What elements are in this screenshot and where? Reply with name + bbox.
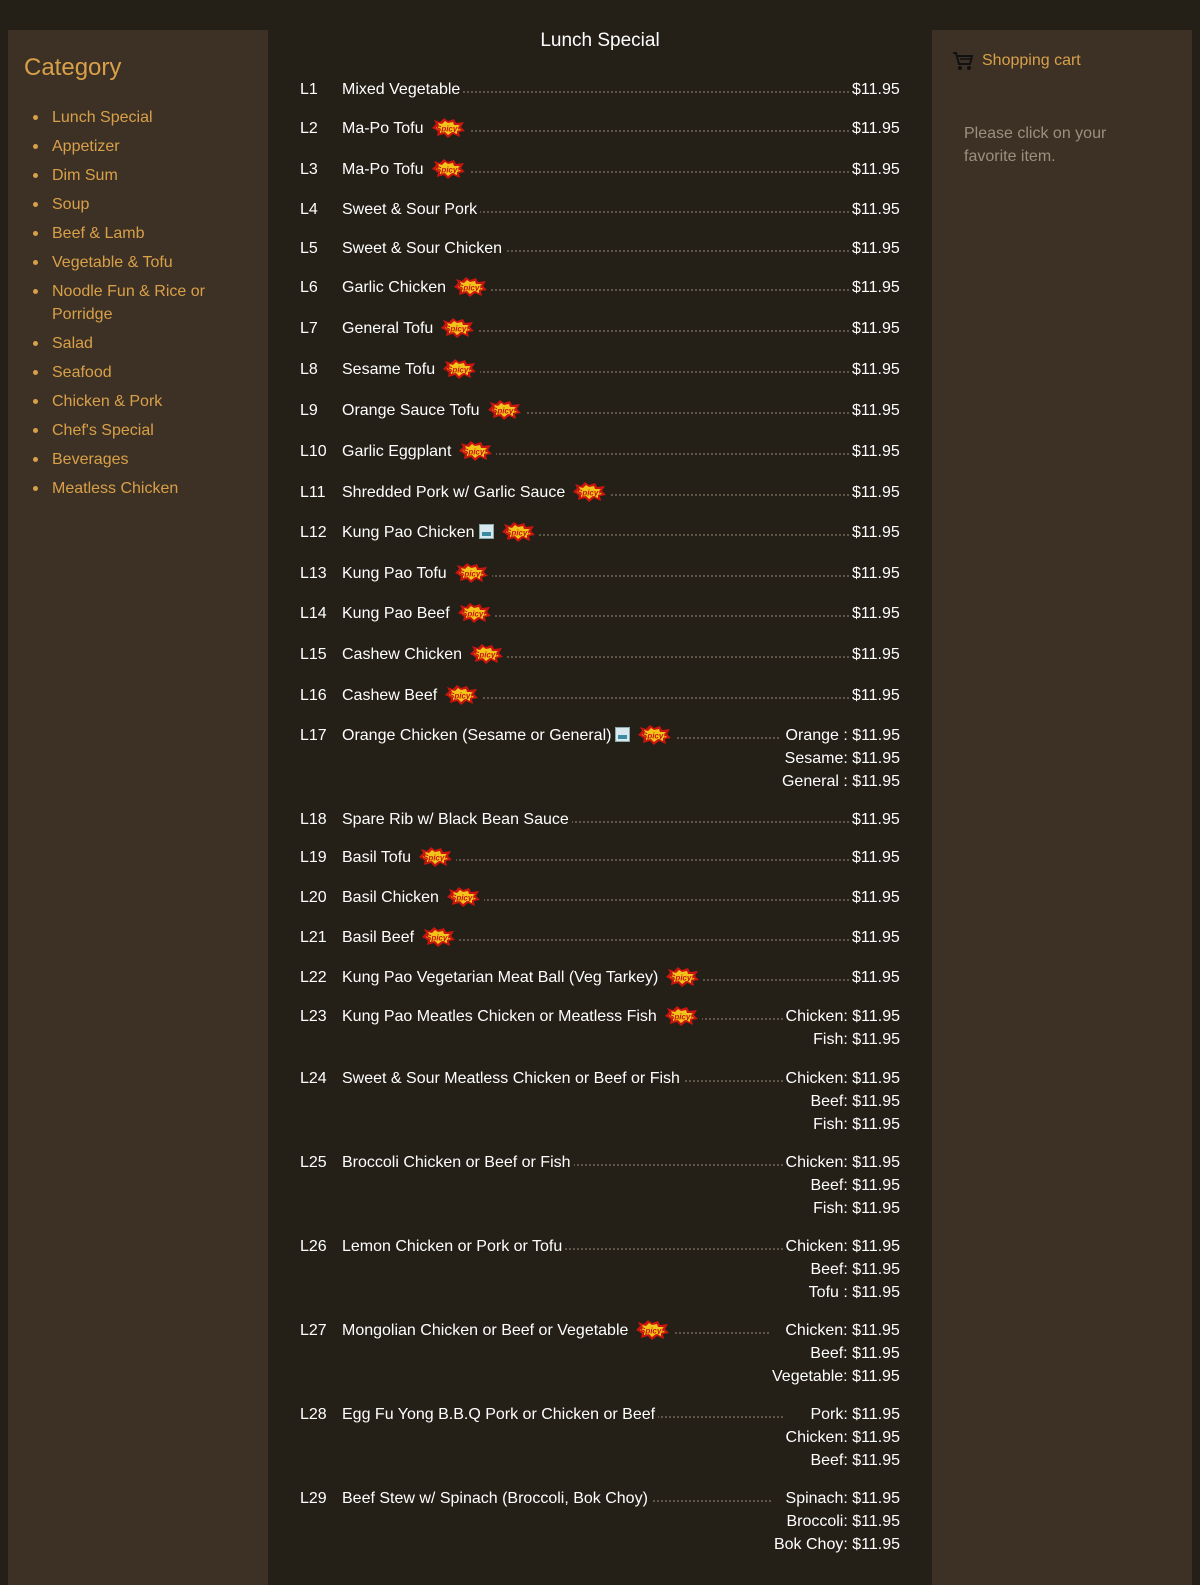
item-name[interactable]: Kung Pao Tofu [342,565,447,582]
spicy-icon [441,359,477,379]
spicy-label: Spicy! [642,731,667,741]
item-price: $11.95 [852,443,900,460]
category-item[interactable]: Meatless Chicken [52,477,268,500]
item-prices [769,1319,900,1388]
item-name[interactable]: Basil Tofu [342,849,412,866]
spicy-icon [663,1006,699,1026]
item-code: L3 [300,161,318,178]
top-bar [0,0,1200,30]
menu-item[interactable] [300,966,900,989]
spicy-label: Spicy! [435,165,460,175]
spicy-label: Spicy! [670,973,695,983]
spicy-icon [430,118,466,138]
menu-item[interactable] [300,1487,900,1556]
category-item[interactable]: Chef's Special [52,419,268,442]
spicy-icon [453,563,489,583]
item-code: L1 [300,81,318,98]
menu-item[interactable] [300,724,900,793]
item-name[interactable]: Ma-Po Tofu [342,161,424,178]
spicy-icon [571,482,607,502]
item-code: L27 [300,1322,327,1339]
item-price: Chicken: $11.95 [785,1238,900,1255]
item-name[interactable]: Egg Fu Yong B.B.Q Pork or Chicken or Beef [342,1406,656,1423]
menu-item[interactable] [300,1067,900,1136]
menu-item[interactable] [300,1151,900,1220]
item-prices [783,1403,900,1472]
shopping-cart-link[interactable] [952,51,1081,71]
menu-item[interactable] [300,78,900,101]
category-sidebar [8,30,268,1585]
item-code: L4 [300,201,318,218]
item-price: Chicken: $11.95 [785,1070,900,1087]
cart-icon [952,51,974,71]
category-item[interactable]: Dim Sum [52,164,268,187]
item-price: $11.95 [852,524,900,541]
item-name[interactable]: Orange Chicken (Sesame or General) [342,727,612,744]
item-code: L19 [300,849,327,866]
item-code: L15 [300,646,327,663]
item-prices [783,1067,900,1136]
item-prices [849,237,900,260]
category-item[interactable]: Beverages [52,448,268,471]
category-item[interactable]: Beef & Lamb [52,222,268,245]
item-prices [771,1487,900,1556]
item-price: $11.95 [852,811,900,828]
page-title: Lunch Special [540,30,660,51]
item-name[interactable]: Kung Pao Chicken [342,524,475,541]
menu-item[interactable] [300,198,900,221]
item-code: L28 [300,1406,327,1423]
category-item[interactable]: Chicken & Pork [52,390,268,413]
item-prices [849,158,900,181]
category-item[interactable]: Seafood [52,361,268,384]
spicy-icon [430,159,466,179]
item-price: Beef: $11.95 [810,1093,900,1110]
item-code: L13 [300,565,327,582]
item-price: $11.95 [852,969,900,986]
item-prices [849,481,900,504]
item-price: Fish: $11.95 [813,1031,900,1048]
photo-icon[interactable] [479,524,494,539]
item-name[interactable]: Shredded Pork w/ Garlic Sauce [342,484,566,501]
item-name[interactable]: Orange Sauce Tofu [342,402,480,419]
menu-item[interactable] [300,358,900,381]
menu-item[interactable] [300,158,900,181]
item-price: $11.95 [852,361,900,378]
item-price: $11.95 [852,120,900,137]
spicy-label: Spicy! [463,447,488,457]
spicy-icon [634,1320,670,1340]
item-code: L20 [300,889,327,906]
category-list [8,106,268,506]
item-name[interactable]: Kung Pao Meatles Chicken or Meatless Fish [342,1008,657,1025]
menu-item[interactable] [300,808,900,831]
item-price: Bok Choy: $11.95 [773,1536,900,1553]
item-price: Chicken: $11.95 [785,1154,900,1171]
item-code: L25 [300,1154,327,1171]
item-price: Spinach: $11.95 [785,1490,900,1507]
menu-item[interactable] [300,399,900,422]
spicy-icon [468,644,504,664]
item-code: L9 [300,402,318,419]
item-price: Beef: $11.95 [810,1177,900,1194]
item-code: L14 [300,605,327,622]
item-prices [849,808,900,831]
menu-item[interactable] [300,886,900,909]
spicy-label: Spicy! [445,324,470,334]
spicy-label: Spicy! [505,528,530,538]
menu-item[interactable] [300,684,900,707]
menu-item[interactable] [300,1235,900,1304]
spicy-label: Spicy! [449,691,474,701]
item-price: $11.95 [852,240,900,257]
item-price: Broccoli: $11.95 [786,1513,900,1530]
menu-item[interactable] [300,521,900,544]
spicy-label: Spicy! [461,609,486,619]
item-name[interactable]: Lemon Chicken or Pork or Tofu [342,1238,563,1255]
menu-item[interactable] [300,1005,900,1051]
menu-item[interactable] [300,481,900,504]
photo-icon[interactable] [615,727,630,742]
item-prices [849,198,900,221]
item-name[interactable]: Cashew Chicken [342,646,463,663]
item-code: L29 [300,1490,327,1507]
item-price: $11.95 [852,605,900,622]
cart-message: Please click on your favorite item. [964,125,1107,165]
item-prices [849,602,900,625]
spicy-label: Spicy! [577,488,602,498]
category-item[interactable]: Appetizer [52,135,268,158]
item-price: Pork: $11.95 [810,1406,900,1423]
spicy-label: Spicy! [450,893,475,903]
item-prices [849,966,900,989]
item-price: $11.95 [852,201,900,218]
menu-item[interactable] [300,440,900,463]
item-price: $11.95 [852,484,900,501]
category-title: Category [24,54,122,81]
item-name[interactable]: Basil Beef [342,929,415,946]
menu-item[interactable] [300,276,900,299]
item-code: L24 [300,1070,327,1087]
item-name[interactable]: Beef Stew w/ Spinach (Broccoli, Bok Choy) [342,1490,648,1507]
item-code: L17 [300,727,327,744]
menu-item[interactable] [300,317,900,340]
item-code: L18 [300,811,327,828]
item-prices [849,926,900,949]
spicy-label: Spicy! [668,1012,693,1022]
item-name[interactable]: Kung Pao Vegetarian Meat Ball (Veg Tarkey) [342,969,659,986]
spicy-icon [486,400,522,420]
item-code: L11 [300,484,326,501]
item-code: L12 [300,524,327,541]
category-item[interactable]: Lunch Special [52,106,268,129]
item-price: Sesame: $11.95 [784,750,900,767]
spicy-icon [445,887,481,907]
item-price: $11.95 [852,687,900,704]
item-price: Chicken: $11.95 [785,1008,900,1025]
item-name[interactable]: Spare Rib w/ Black Bean Sauce [342,811,569,828]
spicy-label: Spicy! [491,406,516,416]
spicy-label: Spicy! [458,283,483,293]
spicy-label: Spicy! [435,124,460,134]
item-code: L6 [300,279,318,296]
item-prices [849,317,900,340]
item-price: Tofu : $11.95 [808,1284,900,1301]
item-name[interactable]: Garlic Chicken [342,279,447,296]
item-price: $11.95 [852,161,900,178]
menu-item[interactable] [300,117,900,140]
spicy-label: Spicy! [447,365,472,375]
item-name[interactable]: Cashew Beef [342,687,438,704]
item-name[interactable]: Sweet & Sour Meatless Chicken or Beef or Fish [342,1070,680,1087]
item-code: L16 [300,687,327,704]
item-price: $11.95 [852,889,900,906]
item-name[interactable]: Sweet & Sour Chicken [342,240,503,257]
menu-item[interactable] [300,846,900,869]
menu-item[interactable] [300,562,900,585]
item-code: L23 [300,1008,327,1025]
item-prices [849,521,900,544]
menu-item[interactable] [300,602,900,625]
item-price: $11.95 [852,81,900,98]
menu-item[interactable] [300,926,900,949]
item-name[interactable]: Kung Pao Beef [342,605,450,622]
item-prices [849,399,900,422]
item-name[interactable]: Basil Chicken [342,889,439,906]
item-price: $11.95 [852,849,900,866]
item-prices [849,684,900,707]
menu-item[interactable] [300,1403,900,1472]
item-name[interactable]: Mongolian Chicken or Beef or Vegetable [342,1322,629,1339]
category-item[interactable]: Vegetable & Tofu [52,251,268,274]
item-prices [849,117,900,140]
item-prices [849,78,900,101]
item-price: Chicken: $11.95 [785,1429,900,1446]
item-price: $11.95 [852,402,900,419]
item-price: $11.95 [852,320,900,337]
item-prices [783,1235,900,1304]
item-code: L10 [300,443,327,460]
menu-item[interactable] [300,643,900,666]
category-item[interactable]: Salad [52,332,268,355]
item-name[interactable]: Mixed Vegetable [342,81,461,98]
item-price: $11.95 [852,646,900,663]
item-price: Beef: $11.95 [810,1345,900,1362]
spicy-label: Spicy! [474,650,499,660]
spicy-icon [443,685,479,705]
item-code: L5 [300,240,318,257]
item-price: $11.95 [852,565,900,582]
menu-item[interactable] [300,1319,900,1388]
item-prices [849,358,900,381]
cart-panel [932,30,1192,1585]
item-price: $11.95 [852,279,900,296]
spicy-label: Spicy! [458,569,483,579]
item-price: Orange : $11.95 [785,727,900,744]
item-name[interactable]: Garlic Eggplant [342,443,452,460]
spicy-label: Spicy! [640,1326,665,1336]
spicy-label: Spicy! [423,853,448,863]
item-prices [849,440,900,463]
item-name[interactable]: Sesame Tofu [342,361,436,378]
item-price: $11.95 [852,929,900,946]
menu-item[interactable] [300,237,900,260]
item-price: Chicken: $11.95 [785,1322,900,1339]
item-name[interactable]: Broccoli Chicken or Beef or Fish [342,1154,571,1171]
item-name[interactable]: Sweet & Sour Pork [342,201,478,218]
spicy-icon [417,847,453,867]
spicy-icon [452,277,488,297]
item-code: L2 [300,120,318,137]
item-prices [849,562,900,585]
spicy-icon [439,318,475,338]
item-name[interactable]: Ma-Po Tofu [342,120,424,137]
spicy-icon [636,725,672,745]
item-code: L21 [300,929,327,946]
item-price: Fish: $11.95 [813,1200,900,1217]
item-prices [849,846,900,869]
item-prices [783,1151,900,1220]
item-price: Fish: $11.95 [813,1116,900,1133]
category-item[interactable]: Noodle Fun & Rice or Porridge [52,280,268,326]
item-name[interactable]: General Tofu [342,320,434,337]
item-prices [849,276,900,299]
item-code: L8 [300,361,318,378]
item-price: General : $11.95 [781,773,900,790]
item-price: Vegetable: $11.95 [772,1368,900,1385]
item-code: L7 [300,320,318,337]
shopping-cart-label[interactable]: Shopping cart [982,52,1081,69]
item-price: Beef: $11.95 [810,1261,900,1278]
category-item[interactable]: Soup [52,193,268,216]
item-price: Beef: $11.95 [810,1452,900,1469]
spicy-icon [500,522,536,542]
item-code: L22 [300,969,327,986]
item-code: L26 [300,1238,327,1255]
spicy-icon [420,927,456,947]
spicy-icon [664,967,700,987]
item-prices [849,643,900,666]
item-prices [783,1005,900,1051]
menu-panel [268,30,932,1585]
spicy-icon [456,603,492,623]
spicy-label: Spicy! [426,933,451,943]
menu-list [300,78,900,1571]
item-prices [779,724,900,793]
spicy-icon [457,441,493,461]
item-prices [849,886,900,909]
